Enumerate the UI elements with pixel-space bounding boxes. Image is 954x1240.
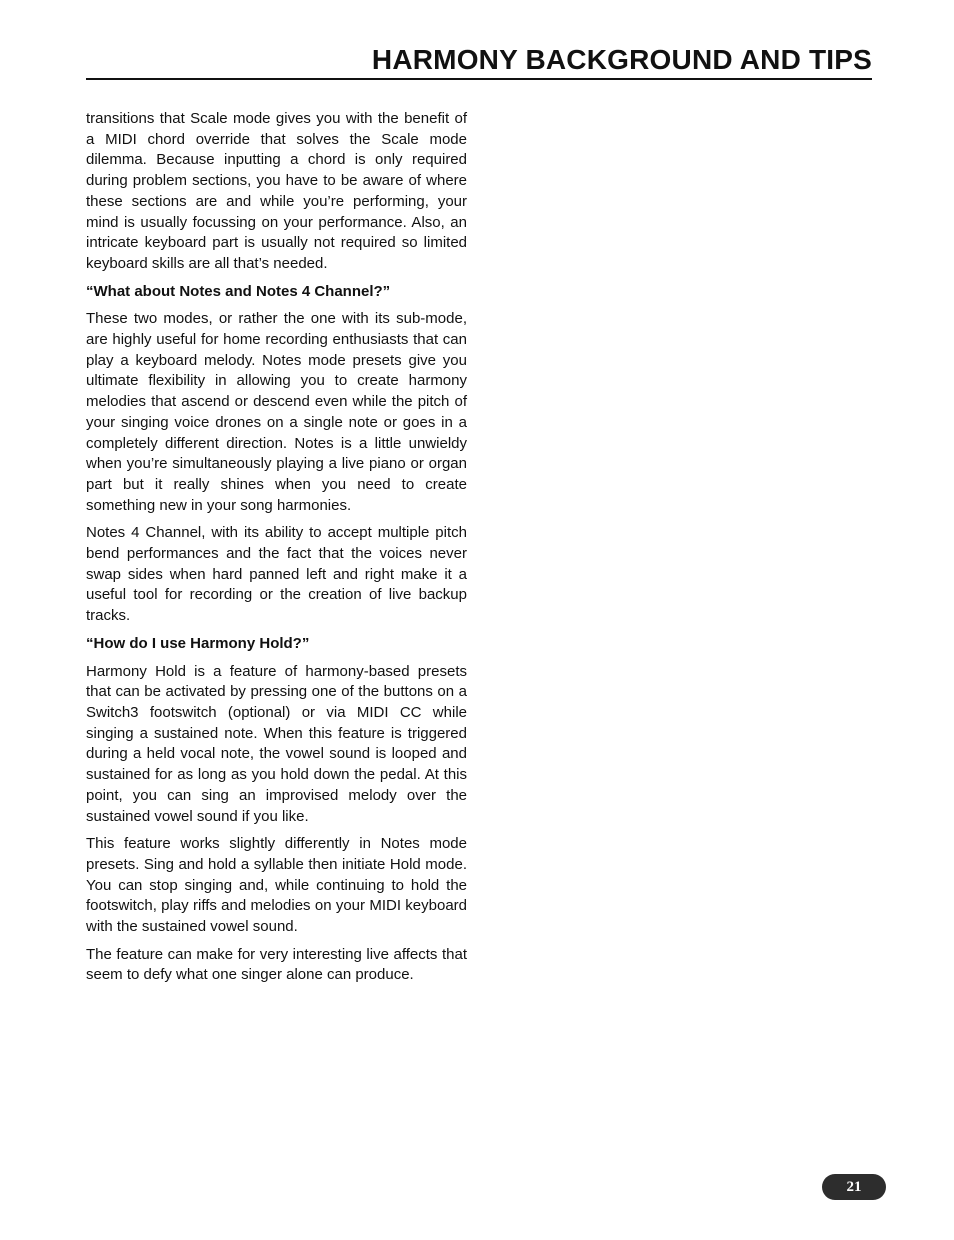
body-paragraph: transitions that Scale mode gives you with the benefit of a MIDI chord override that solves the Scale mode dilemma. Because inputting a chord is only required during problem sections, you have to be aware of where these sections are and while you’re performing, your mind is usually focussing on your performance. Also, an intricate keyboard part is usually not required so limited keyboard skills are all that’s needed. bbox=[86, 110, 467, 272]
body-paragraph: Harmony Hold is a feature of harmony-based presets that can be activated by pressing one of the buttons on a Switch3 footswitch (optional) or via MIDI CC while singing a sustained note. When this feature is triggered during a held vocal note, the vowel sound is looped and sustained for as long as you hold down the pedal. At this point, you can sing an improvised melody over the sustained vowel sound if you like. bbox=[86, 662, 467, 825]
section-heading: “How do I use Harmony Hold?” bbox=[86, 634, 310, 652]
text-column bbox=[86, 109, 467, 993]
page-title: HARMONY BACKGROUND AND TIPS bbox=[371, 44, 872, 75]
page-header bbox=[86, 38, 872, 80]
body-paragraph: Notes 4 Channel, with its ability to accept multiple pitch bend performances and the fact that the voices never swap sides when hard panned left and right make it a useful tool for recording or the creation of live backup tracks. bbox=[86, 524, 467, 625]
body-paragraph: This feature works slightly differently in Notes mode presets. Sing and hold a syllable then initiate Hold mode. You can stop singing and, while continuing to hold the footswitch, play riffs and melodies on your MIDI keyboard with the sustained vowel sound. bbox=[86, 835, 467, 936]
body-paragraph: The feature can make for very interesting live affects that seem to defy what one singer alone can produce. bbox=[86, 945, 467, 984]
page-number-badge: 21 bbox=[822, 1174, 886, 1200]
body-paragraph: These two modes, or rather the one with its sub-mode, are highly useful for home recording enthusiasts that can play a keyboard melody. Notes mode presets give you ultimate flexibility in allowing you to create harmony melodies that ascend or descend even while the pitch of your singing voice drones on a single note or goes in a completely different direction. Notes is a little unwieldy when you’re simultaneously playing a live piano or organ part but it really shines when you need to create something new in your song harmonies. bbox=[86, 310, 467, 514]
section-heading: “What about Notes and Notes 4 Channel?” bbox=[86, 282, 391, 300]
